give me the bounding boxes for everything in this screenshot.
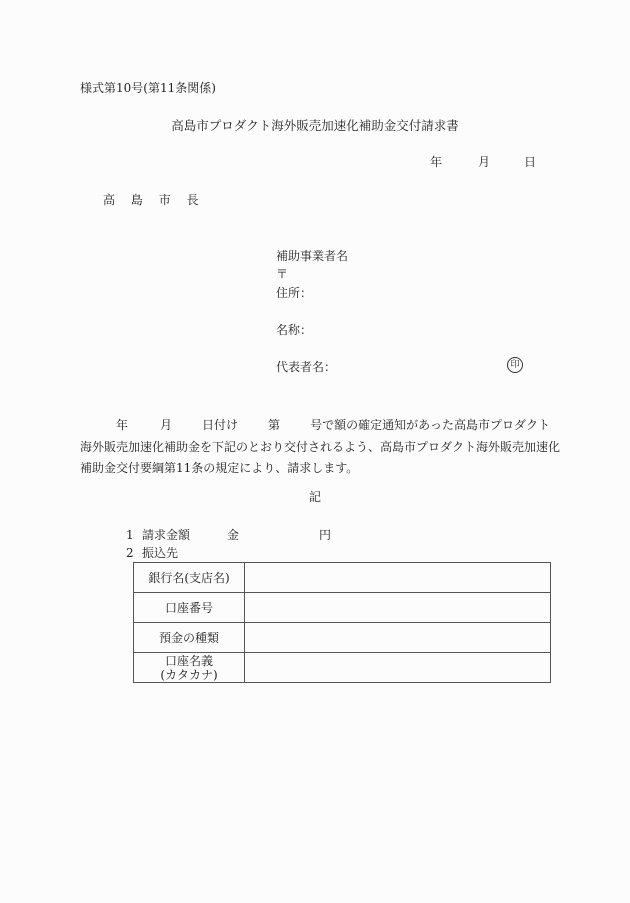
addressee (103, 194, 211, 206)
item-number: 1 (126, 528, 134, 542)
addressee-char: 市 (158, 193, 171, 207)
paragraph-line-2: 海外販売加速化補助金を下記のとおり交付されるよう、高島市プロダクト海外販売加速化 (80, 439, 561, 454)
para-month: 月 (160, 418, 173, 432)
para-line1-rest: 号で額の確定通知があった高島市プロダクト (310, 418, 550, 432)
addressee-char: 長 (186, 193, 199, 207)
addressee-char: 高 (103, 193, 116, 207)
table-row (134, 593, 551, 623)
address-label: 住所： (276, 286, 313, 300)
account-holder-label-line2: (カタカナ) (160, 667, 218, 682)
seal-icon (507, 357, 523, 373)
postal-mark: 〒 (276, 267, 289, 281)
paragraph-line-1 (80, 415, 550, 437)
form-number: 様式第10号(第11条関係) (80, 81, 216, 95)
para-no-prefix: 第 (268, 418, 281, 432)
paragraph-line-3: 補助金交付要綱第11条の規定により、請求します。 (80, 461, 359, 475)
date-month-label: 月 (478, 155, 491, 169)
table-row (134, 653, 551, 683)
item-number: 2 (126, 546, 134, 560)
kin-label: 金 (227, 528, 240, 542)
date-day-label: 日 (524, 155, 537, 169)
yen-label: 円 (319, 528, 332, 542)
account-holder-label-line1: 口座名義 (164, 653, 213, 668)
applicant-heading: 補助事業者名 (276, 249, 349, 263)
addressee-char: 島 (130, 193, 143, 207)
account-number-field[interactable] (245, 593, 551, 623)
item-request-amount (126, 528, 332, 542)
item-label: 振込先 (142, 546, 179, 560)
bank-name-label: 銀行名(支店名) (134, 563, 245, 593)
name-label: 名称： (276, 323, 313, 337)
table-row (134, 623, 551, 653)
date-year-label: 年 (430, 155, 443, 169)
deposit-type-label: 預金の種類 (134, 623, 245, 653)
item-transfer-destination (126, 547, 178, 559)
account-holder-label (134, 653, 245, 683)
para-year: 年 (116, 418, 129, 432)
bank-account-table (133, 562, 551, 683)
document-title: 高島市プロダクト海外販売加速化補助金交付請求書 (171, 118, 459, 133)
table-row (134, 563, 551, 593)
bank-name-field[interactable] (245, 563, 551, 593)
seal-glyph: 印 (510, 359, 520, 370)
ki-heading: 記 (308, 490, 321, 504)
account-holder-field[interactable] (245, 653, 551, 683)
item-label: 請求金額 (142, 528, 191, 542)
request-paragraph (80, 415, 561, 480)
representative-label: 代表者名： (276, 360, 337, 374)
para-date-suffix: 日付け (202, 418, 239, 432)
account-number-label: 口座番号 (134, 593, 245, 623)
deposit-type-field[interactable] (245, 623, 551, 653)
